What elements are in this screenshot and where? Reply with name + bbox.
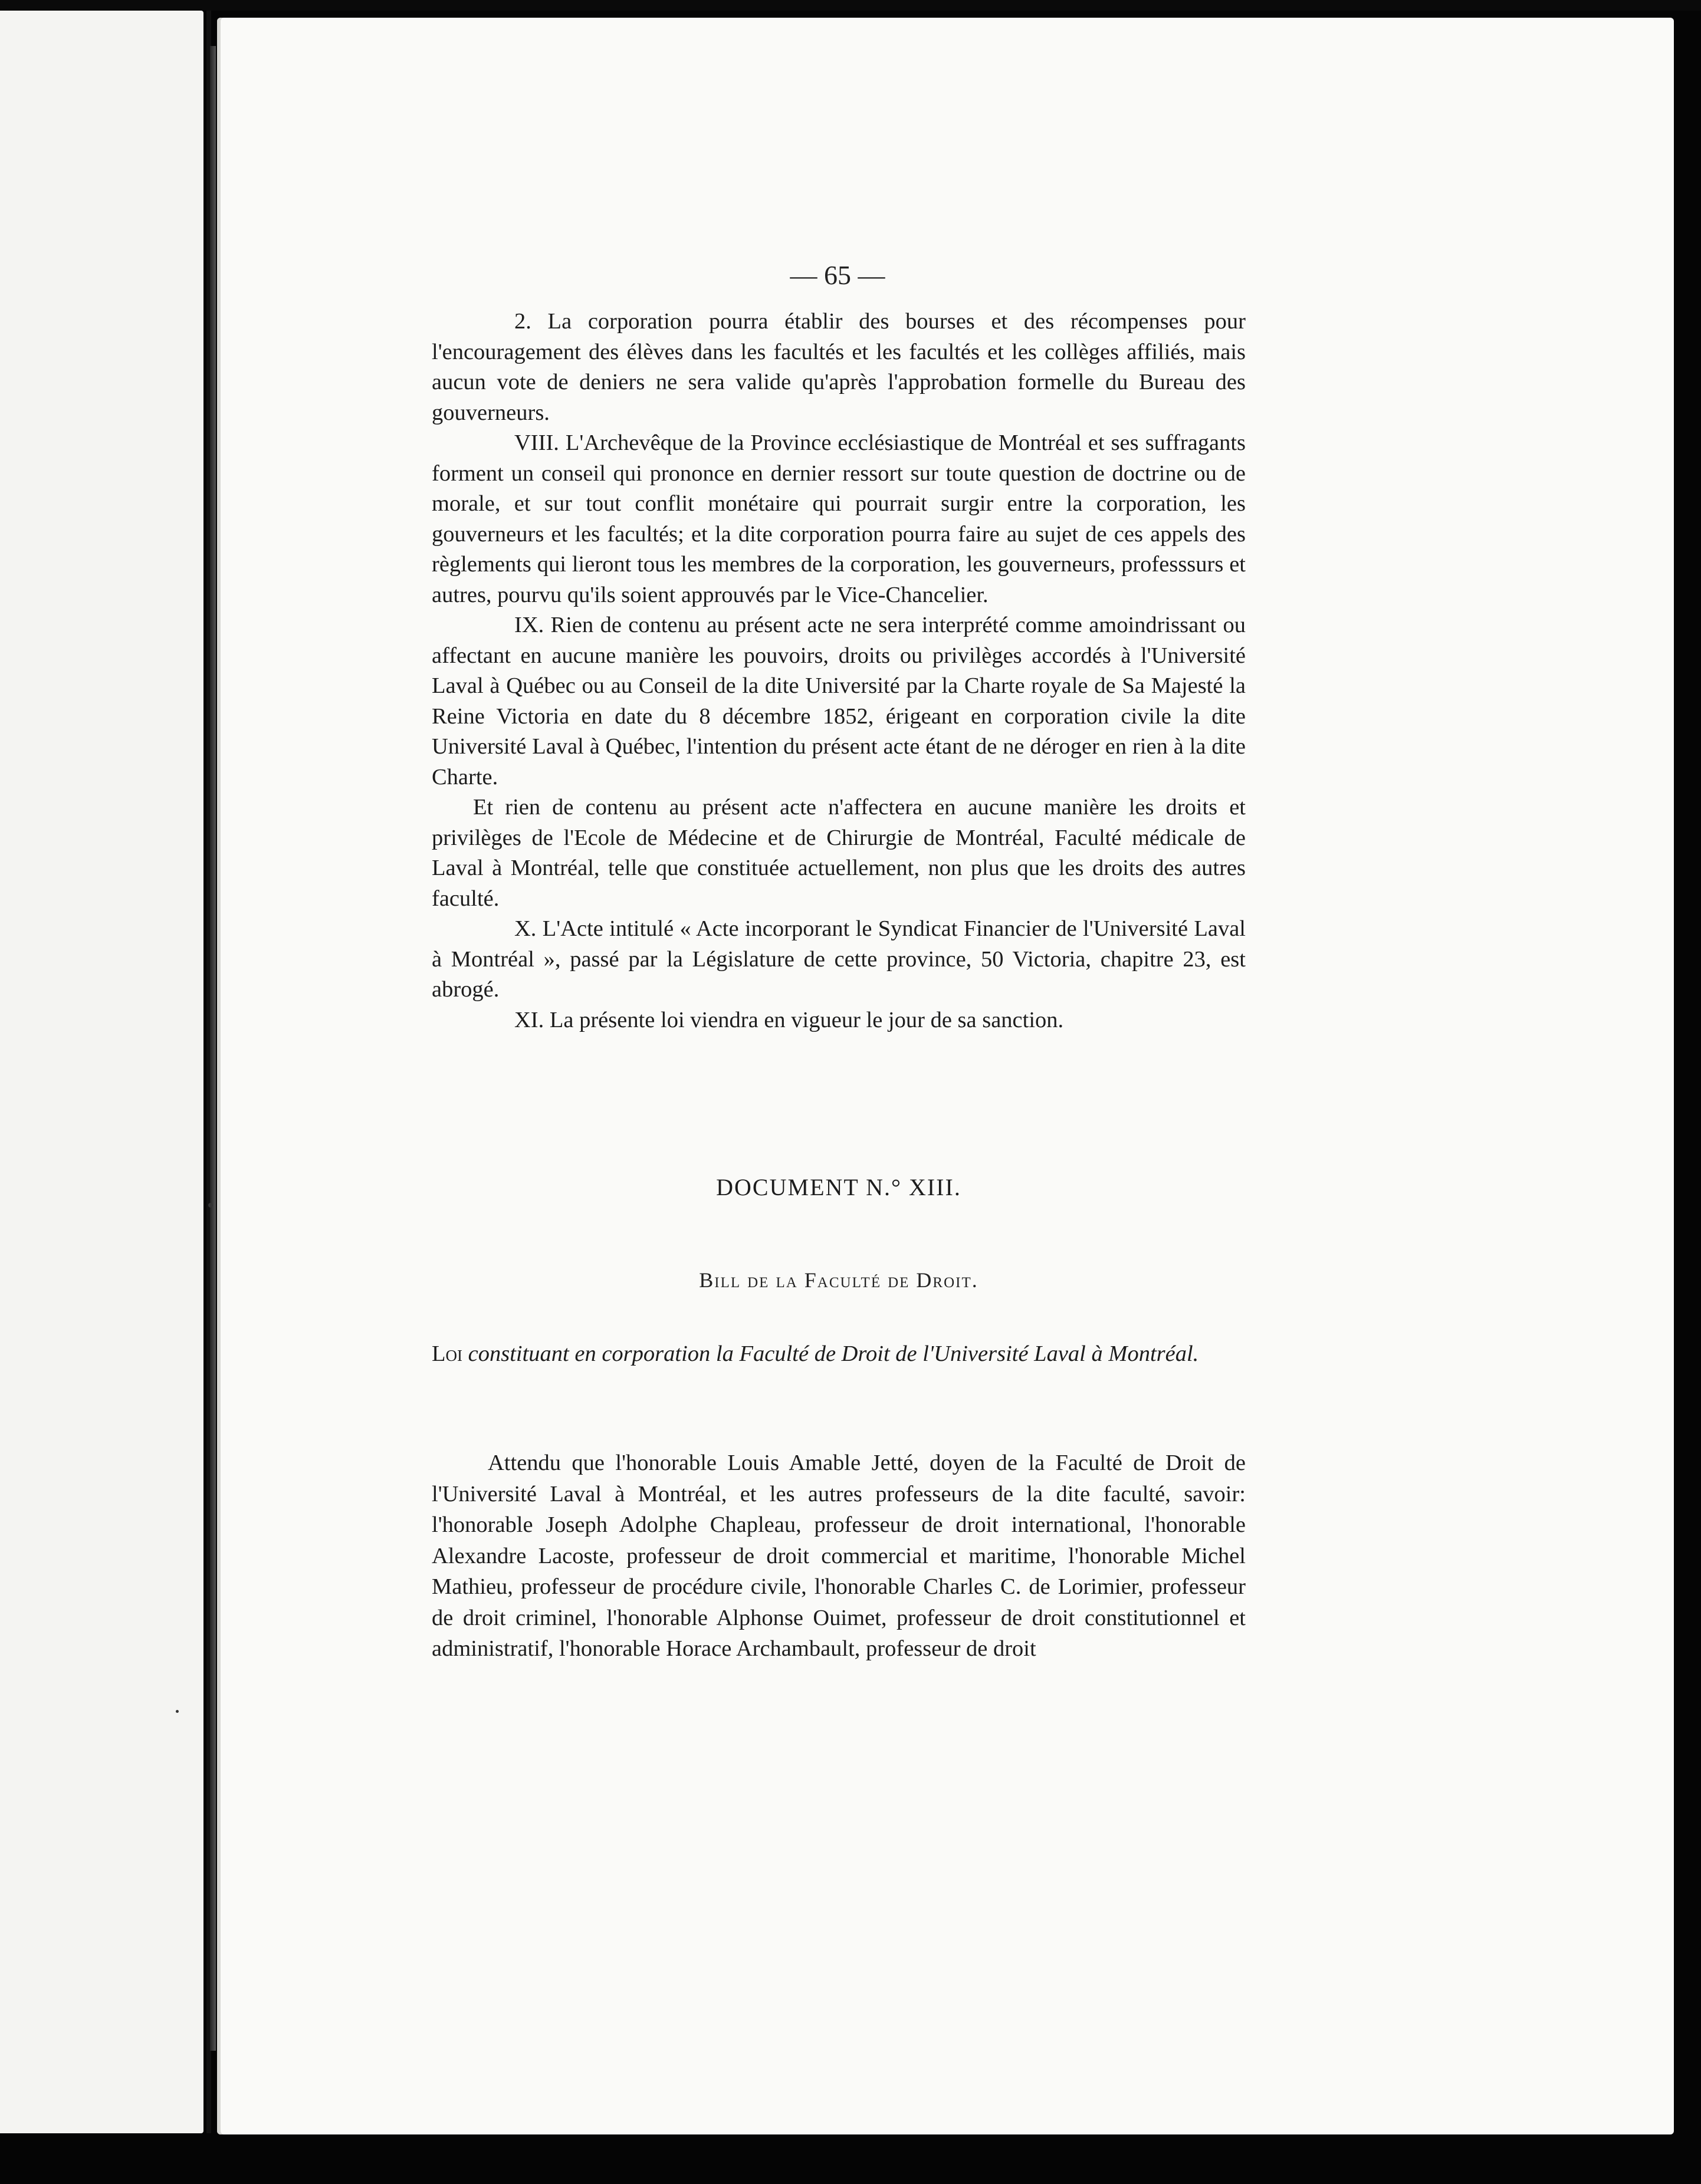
bill-title: Bill de la Faculté de Droit. bbox=[699, 1268, 978, 1292]
preamble-text bbox=[432, 1448, 1246, 1665]
bill-subtitle bbox=[432, 1338, 1246, 1369]
document-heading: DOCUMENT N.° XIII. bbox=[716, 1174, 961, 1200]
bill-subtitle-text: constituant en corporation la Faculté de Droit de l'Université Laval à Montréal. bbox=[462, 1341, 1199, 1366]
scan-speck bbox=[176, 1710, 179, 1713]
facing-page-edge bbox=[0, 11, 203, 2133]
scan-top-edge bbox=[0, 0, 1701, 11]
paragraph-2: 2. La corporation pourra établir des bourses et des récompenses pour l'encouragement des élèves dans les facultés et les facultés et les collèges affiliés, mais aucun vote de deniers ne sera valide qu'après l'approbation formelle du Bureau des gouverneurs. bbox=[432, 309, 1246, 425]
scan-speck bbox=[208, 1203, 213, 1208]
paragraph-ix-continued: Et rien de contenu au présent acte n'affectera en aucune manière les droits et privilèges de l'Ecole de Médecine et de Chirurgie de Montréal, Faculté médicale de Laval à Montréal, telle que constituée actuellement, non plus que les droits des autres faculté. bbox=[432, 795, 1246, 911]
binding-shadow bbox=[210, 46, 216, 2051]
paragraph-viii: VIII. L'Archevêque de la Province ecclésiastique de Montréal et ses suffragants forment un conseil qui prononce en dernier ressort sur toute question de doctrine ou de morale, et sur tout conflit monétaire qui pourrait surgir entre la corporation, les gouverneurs et les facultés; et la dite corporation pourra faire au sujet de ces appels des règlements qui lieront tous les membres de la corporation, les gouverneurs, professsurs et autres, pourvu qu'ils soient approuvés par le Vice-Chancelier. bbox=[432, 430, 1246, 607]
bill-subtitle-lead: Loi bbox=[432, 1341, 463, 1366]
paragraph-x: X. L'Acte intitulé « Acte incorporant le Syndicat Financier de l'Université Laval à Montréal », passé par la Législature de cette province, 50 Victoria, chapitre 23, est abrogé. bbox=[432, 916, 1246, 1002]
preamble-paragraph: Attendu que l'honorable Louis Amable Jetté, doyen de la Faculté de Droit de l'Université Laval à Montréal, et les autres professeurs de la dite faculté, savoir: l'honorable Joseph Adolphe Chapleau, professeur de droit international, l'honorable Alexandre Lacoste, professeur de droit commercial et maritime, l'honorable Michel Mathieu, professeur de procédure civile, l'honorable Charles C. de Lorimier, professeur de droit criminel, l'honorable Alphonse Ouimet, professeur de droit constitutionnel et administratif, l'honorable Horace Archambault, professeur de droit bbox=[432, 1450, 1246, 1661]
paragraph-ix: IX. Rien de contenu au présent acte ne sera interprété comme amoindrissant ou affectant en aucune manière les pouvoirs, droits ou privilèges accordés à l'Université Laval à Québec ou au Conseil de la dite Université par la Charte royale de Sa Majesté la Reine Victoria en date du 8 décembre 1852, érigeant en corporation civile la dite Université Laval à Québec, l'intention du présent acte étant de ne déroger en rien à la dite Charte. bbox=[432, 613, 1246, 790]
paragraph-xi: XI. La présente loi viendra en vigueur le jour de sa sanction. bbox=[514, 1007, 1064, 1032]
article-text bbox=[432, 307, 1246, 1035]
page-number: — 65 — bbox=[790, 260, 885, 290]
